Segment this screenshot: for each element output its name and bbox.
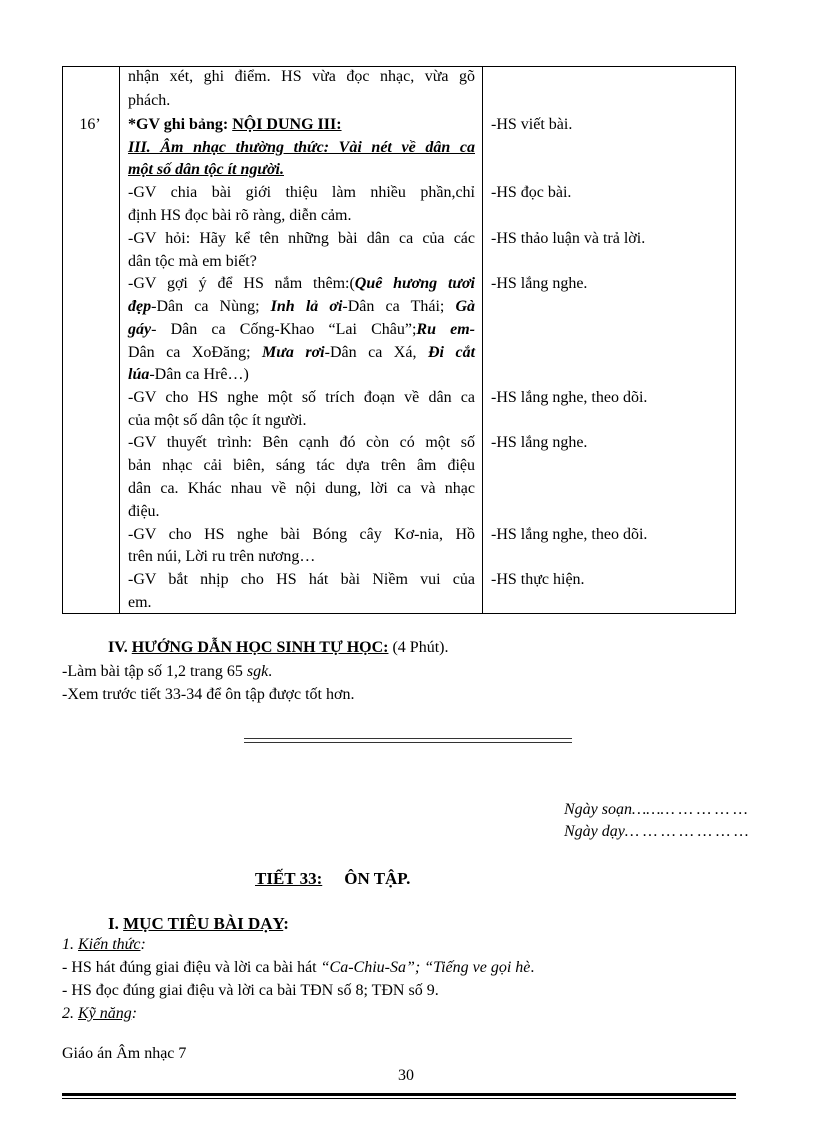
subheading-knowledge: 1. Kiến thức: — [62, 936, 146, 953]
student-activity: -HS lắng nghe. — [491, 275, 588, 292]
student-activity: -HS lắng nghe, theo dõi. — [491, 389, 648, 406]
activity-line: Dân ca XoĐăng; Mưa rơi-Dân ca Xá, Đi cắt — [128, 344, 476, 361]
activity-line: -GV bắt nhịp cho HS hát bài Niềm vui của — [128, 571, 475, 588]
activity-line: bản nhạc cải biên, sáng tác dựa trên âm điệu — [128, 457, 475, 474]
activity-line: điệu. — [128, 503, 160, 520]
activity-line: phách. — [128, 92, 171, 109]
separator-line — [244, 738, 572, 743]
footer-rule — [62, 1093, 736, 1096]
time-cell: 16’ — [79, 116, 101, 133]
objective-item: - HS đọc đúng giai điệu và lời ca bài TĐN số 8; TĐN số 9. — [62, 982, 439, 999]
activity-line: -GV thuyết trình: Bên cạnh đó còn có một số — [128, 434, 475, 451]
activity-line: dân tộc mà em biết? — [128, 253, 257, 270]
footer-rule — [62, 1098, 736, 1099]
activity-line: một số dân tộc ít người. — [128, 161, 284, 178]
activity-line: -GV hỏi: Hãy kể tên những bài dân ca của các — [128, 230, 475, 247]
column-divider — [482, 67, 483, 613]
student-activity: -HS thực hiện. — [491, 571, 585, 588]
activity-line: *GV ghi bảng: NỘI DUNG III: — [128, 116, 342, 133]
activity-line: nhận xét, ghi điểm. HS vừa đọc nhạc, vừa gõ — [128, 68, 475, 85]
page-number: 30 — [398, 1067, 414, 1084]
activity-line: trên núi, Lời ru trên nương… — [128, 548, 316, 565]
activity-line: -GV cho HS nghe bài Bóng cây Kơ-nia, Hồ — [128, 526, 475, 543]
date-prepared: Ngày soạn……… … … … … — [564, 801, 748, 818]
activity-line: -GV chia bài giới thiệu làm nhiều phần,chỉ — [128, 184, 475, 201]
activity-line: III. Âm nhạc thường thức: Vài nét về dân ca — [128, 139, 475, 156]
student-activity: -HS đọc bài. — [491, 184, 572, 201]
student-activity: -HS lắng nghe, theo dõi. — [491, 526, 648, 543]
activity-line: dân ca. Khác nhau về nội dung, lời ca và nhạc — [128, 480, 475, 497]
activity-line: -GV gợi ý để HS nắm thêm:(Quê hương tươi — [128, 275, 476, 292]
column-divider — [119, 67, 120, 613]
activity-line: -GV cho HS nghe một số trích đoạn về dân ca — [128, 389, 475, 406]
footer-title: Giáo án Âm nhạc 7 — [62, 1045, 187, 1062]
activity-line: lúa-Dân ca Hrê…) — [128, 366, 249, 383]
activity-line: em. — [128, 594, 152, 611]
homework-item: -Làm bài tập số 1,2 trang 65 sgk. — [62, 663, 273, 680]
section-4-heading: IV. HƯỚNG DẪN HỌC SINH TỰ HỌC: (4 Phút). — [108, 639, 449, 656]
student-activity: -HS lắng nghe. — [491, 434, 588, 451]
student-activity: -HS thảo luận và trả lời. — [491, 230, 646, 247]
activity-line: định HS đọc bài rõ ràng, diễn cảm. — [128, 207, 352, 224]
activity-line: đẹp-Dân ca Nùng; Inh lả ơi-Dân ca Thái; Gà — [128, 298, 476, 315]
activity-line: của một số dân tộc ít người. — [128, 412, 307, 429]
subheading-skills: 2. Kỹ năng: — [62, 1005, 138, 1022]
date-taught: Ngày dạy… … … … … … … — [564, 823, 749, 840]
homework-item: -Xem trước tiết 33-34 để ôn tập được tốt hơn. — [62, 686, 355, 703]
objective-item: - HS hát đúng giai điệu và lời ca bài hát “Ca-Chiu-Sa”; “Tiếng ve gọi hè. — [62, 959, 535, 976]
student-activity: -HS viết bài. — [491, 116, 573, 133]
activity-line: gáy- Dân ca Cống-Khao “Lai Châu”;Ru em- — [128, 321, 475, 338]
lesson-title: TIẾT 33: ÔN TẬP. — [255, 869, 411, 888]
section-1-heading: I. MỤC TIÊU BÀI DẠY: — [108, 914, 289, 933]
